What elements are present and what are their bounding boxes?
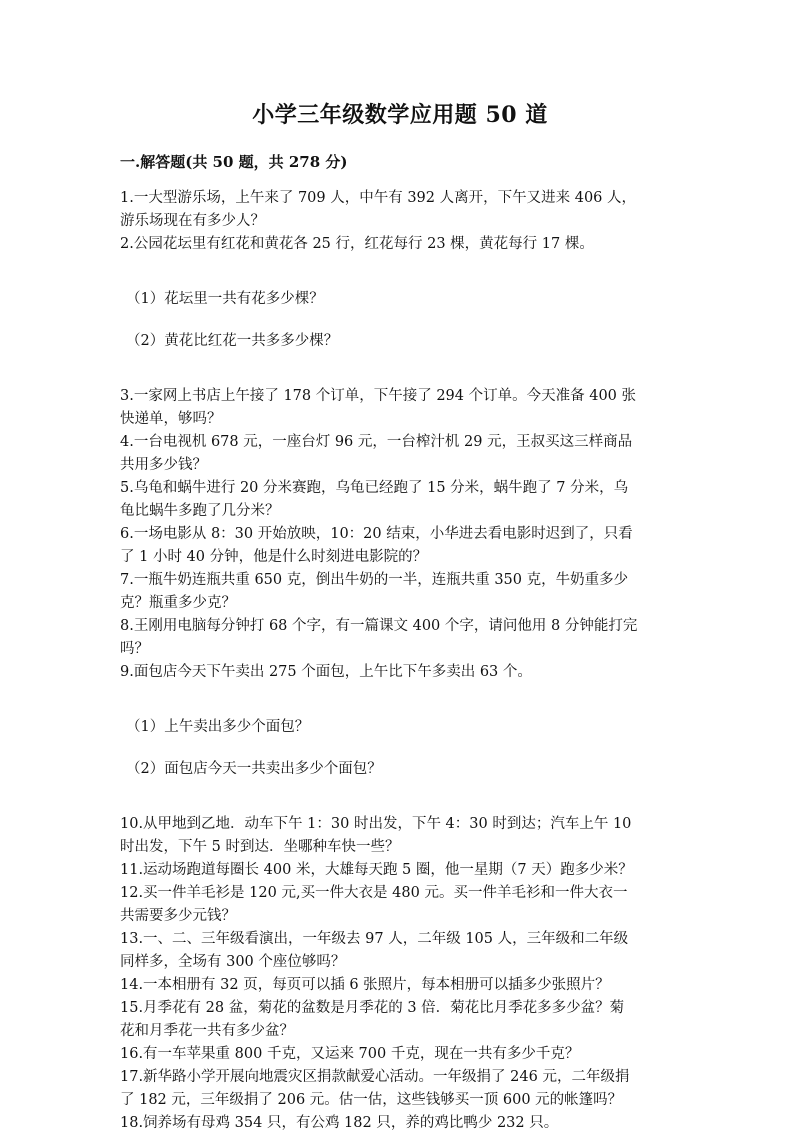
- question-8-line-2: 吗？: [120, 641, 149, 657]
- question-12-line-1: 12.买一件羊毛衫是 120 元,买一件大衣是 480 元。买一件羊毛衫和一件大衣一: [120, 885, 628, 901]
- question-5-line-2: 龟比蜗牛多跑了几分米？: [120, 503, 280, 519]
- question-2-line-1: 2.公园花坛里有红花和黄花各 25 行，红花每行 23 棵，黄花每行 17 棵。: [120, 236, 594, 252]
- question-15-line-1: 15.月季花有 28 盆，菊花的盆数是月季花的 3 倍．菊花比月季花多多少盆？菊: [120, 1000, 625, 1016]
- question-list: [120, 187, 675, 1135]
- question-4-line-2: 共用多少钱？: [120, 457, 207, 473]
- question-18-line-1: 18.饲养场有母鸡 354 只，有公鸡 182 只，养的鸡比鸭少 232 只。: [120, 1115, 559, 1131]
- question-7-line-2: 克？瓶重多少克？: [120, 595, 236, 611]
- question-17-line-1: 17.新华路小学开展向地震灾区捐款献爱心活动。一年级捐了 246 元，二年级捐: [120, 1069, 630, 1085]
- question-1-line-2: 游乐场现在有多少人？: [120, 213, 265, 229]
- question-2-subquestion-2: （2）黄花比红花一共多多少棵？: [126, 333, 339, 349]
- question-5-line-1: 5.乌龟和蜗牛进行 20 分米赛跑，乌龟已经跑了 15 分米，蜗牛跑了 7 分米，乌: [120, 480, 629, 496]
- question-6-line-1: 6.一场电影从 8：30 开始放映，10：20 结束，小华进去看电影时迟到了，只看: [120, 526, 633, 542]
- question-9-subquestion-2: （2）面包店今天一共卖出多少个面包？: [126, 761, 382, 777]
- question-9-line-1: 9.面包店今天下午卖出 275 个面包，上午比下午多卖出 63 个。: [120, 664, 532, 680]
- question-4-line-1: 4.一台电视机 678 元，一座台灯 96 元，一台榨汁机 29 元，王叔买这三样商品: [120, 434, 633, 450]
- question-8-line-1: 8.王刚用电脑每分钟打 68 个字，有一篇课文 400 个字，请问他用 8 分钟能打完: [120, 618, 638, 634]
- section-heading: 一.解答题(共 50 题，共 278 分): [120, 153, 348, 171]
- page-title: 小学三年级数学应用题 50 道: [252, 102, 548, 128]
- question-11-line-1: 11.运动场跑道每圈长 400 米，大雄每天跑 5 圈，他一星期（7 天）跑多少米？: [120, 862, 633, 878]
- question-7-line-1: 7.一瓶牛奶连瓶共重 650 克，倒出牛奶的一半，连瓶共重 350 克，牛奶重多少: [120, 572, 629, 588]
- question-15-line-2: 花和月季花一共有多少盆？: [120, 1023, 294, 1039]
- question-17-line-2: 了 182 元，三年级捐了 206 元。估一估，这些钱够买一顶 600 元的帐篷吗？: [120, 1092, 623, 1108]
- question-9-subquestion-1: （1）上午卖出多少个面包？: [126, 719, 310, 735]
- question-10-line-2: 时出发，下午 5 时到达．坐哪种车快一些？: [120, 839, 400, 855]
- question-13-line-2: 同样多，全场有 300 个座位够吗？: [120, 954, 346, 970]
- question-13-line-1: 13.一、二、三年级看演出，一年级去 97 人，二年级 105 人，三年级和二年级: [120, 931, 629, 947]
- question-2-subquestion-1: （1）花坛里一共有花多少棵？: [126, 291, 324, 307]
- question-3-line-1: 3.一家网上书店上午接了 178 个订单，下午接了 294 个订单。今天准备 400 张: [120, 388, 637, 404]
- question-1-line-1: 1.一大型游乐场，上午来了 709 人，中午有 392 人离开，下午又进来 406 人，: [120, 190, 637, 206]
- question-12-line-2: 共需要多少元钱？: [120, 908, 236, 924]
- question-6-line-2: 了 1 小时 40 分钟，他是什么时刻进电影院的？: [120, 549, 428, 565]
- question-14-line-1: 14.一本相册有 32 页，每页可以插 6 张照片，每本相册可以插多少张照片？: [120, 977, 610, 993]
- question-10-line-1: 10.从甲地到乙地．动车下午 1：30 时出发，下午 4：30 时到达；汽车上午 10: [120, 816, 632, 832]
- question-16-line-1: 16.有一车苹果重 800 千克，又运来 700 千克，现在一共有多少千克？: [120, 1046, 580, 1062]
- question-3-line-2: 快递单，够吗？: [120, 411, 222, 427]
